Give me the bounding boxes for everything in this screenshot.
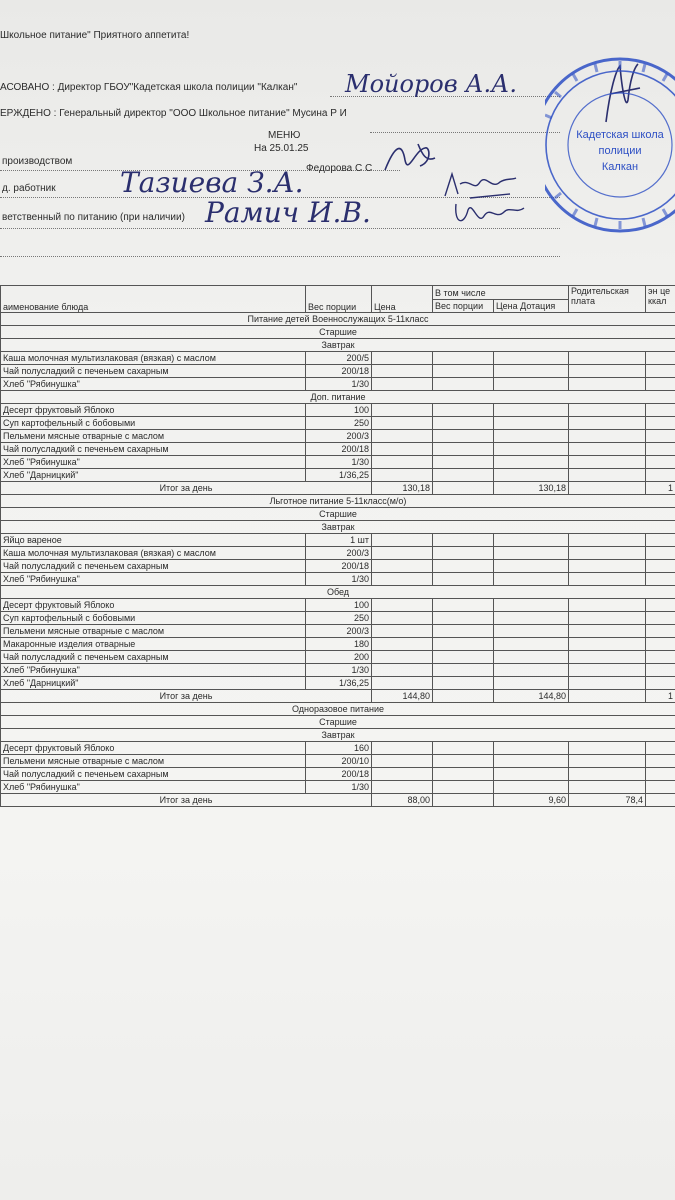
parent-fee-cell: [569, 352, 646, 365]
price-cell: [372, 664, 433, 677]
table-row: [1, 430, 675, 443]
price-cell: [372, 768, 433, 781]
section-heading: Завтрак: [1, 729, 675, 742]
separator-dotted-line: [0, 256, 560, 257]
table-row: [1, 755, 675, 768]
dish-name: Хлеб "Дарницкий": [1, 677, 306, 690]
confirmed-dotted-line: [370, 132, 560, 133]
table-header-row-1: [1, 286, 675, 300]
incl-weight-cell: [433, 456, 494, 469]
dish-name: Хлеб "Рябинушка": [1, 573, 306, 586]
incl-weight-cell: [433, 365, 494, 378]
official-stamp: [545, 40, 675, 250]
incl-price-cell: [494, 365, 569, 378]
table-row: [1, 742, 675, 755]
table-row: [1, 677, 675, 690]
price-cell: [372, 365, 433, 378]
dish-name: Макаронные изделия отварные: [1, 638, 306, 651]
total-label: Итог за день: [1, 482, 372, 495]
section-heading: Старшие: [1, 508, 675, 521]
price-cell: [372, 599, 433, 612]
incl-price-cell: [494, 625, 569, 638]
price-cell: [372, 742, 433, 755]
incl-price-cell: [494, 352, 569, 365]
portion-weight: 1 шт: [306, 534, 372, 547]
price-cell: [372, 573, 433, 586]
portion-weight: 250: [306, 417, 372, 430]
parent-fee-cell: [569, 456, 646, 469]
table-row: [1, 560, 675, 573]
price-cell: [372, 625, 433, 638]
incl-weight-cell: [433, 378, 494, 391]
total-label: Итог за день: [1, 690, 372, 703]
header-title: Школьное питание" Приятного аппетита!: [0, 30, 190, 41]
header-price: Цена: [372, 286, 433, 313]
dish-name: Каша молочная мультизлаковая (вязкая) с маслом: [1, 547, 306, 560]
total-parent-fee: [569, 690, 646, 703]
header-energy: эн це ккал: [646, 286, 675, 313]
incl-weight-cell: [433, 352, 494, 365]
section-heading: Одноразовое питание: [1, 703, 675, 716]
total-parent-fee: 78,4: [569, 794, 646, 807]
energy-cell: [646, 742, 675, 755]
price-cell: [372, 781, 433, 794]
energy-cell: [646, 365, 675, 378]
energy-cell: [646, 443, 675, 456]
parent-fee-cell: [569, 443, 646, 456]
dish-name: Чай полусладкий с печеньем сахарным: [1, 651, 306, 664]
header-including: В том числе: [433, 286, 569, 300]
responsible-signature-scribble: [450, 196, 530, 231]
incl-price-cell: [494, 638, 569, 651]
total-price: 130,18: [372, 482, 433, 495]
incl-weight-cell: [433, 534, 494, 547]
price-cell: [372, 404, 433, 417]
section-row: [1, 326, 675, 339]
parent-fee-cell: [569, 781, 646, 794]
dish-name: Хлеб "Рябинушка": [1, 378, 306, 391]
total-incl-weight: [433, 690, 494, 703]
section-row: [1, 508, 675, 521]
parent-fee-cell: [569, 742, 646, 755]
price-cell: [372, 417, 433, 430]
table-row: [1, 534, 675, 547]
portion-weight: 200/18: [306, 768, 372, 781]
production-name: Федорова С С: [306, 163, 373, 174]
incl-price-cell: [494, 456, 569, 469]
total-incl-weight: [433, 794, 494, 807]
price-cell: [372, 378, 433, 391]
table-row: [1, 768, 675, 781]
energy-cell: [646, 599, 675, 612]
energy-cell: [646, 430, 675, 443]
incl-weight-cell: [433, 599, 494, 612]
table-row: [1, 651, 675, 664]
incl-weight-cell: [433, 469, 494, 482]
section-row: [1, 703, 675, 716]
menu-date: На 25.01.25: [254, 143, 309, 154]
parent-fee-cell: [569, 430, 646, 443]
portion-weight: 200/3: [306, 625, 372, 638]
parent-fee-cell: [569, 677, 646, 690]
stamp-line-3: Калкан: [601, 161, 639, 173]
portion-weight: 1/30: [306, 456, 372, 469]
portion-weight: 200/18: [306, 560, 372, 573]
parent-fee-cell: [569, 560, 646, 573]
energy-cell: [646, 651, 675, 664]
incl-weight-cell: [433, 612, 494, 625]
dish-name: Десерт фруктовый Яблоко: [1, 742, 306, 755]
energy-cell: [646, 404, 675, 417]
dish-name: Десерт фруктовый Яблоко: [1, 404, 306, 417]
section-heading: Обед: [1, 586, 675, 599]
table-row: [1, 547, 675, 560]
dish-name: Десерт фруктовый Яблоко: [1, 599, 306, 612]
parent-fee-cell: [569, 755, 646, 768]
table-row: [1, 365, 675, 378]
approved-line: АСОВАНО : Директор ГБОУ"Кадетская школа полиции "Калкан": [0, 82, 298, 93]
section-heading: Старшие: [1, 716, 675, 729]
parent-fee-cell: [569, 378, 646, 391]
incl-price-cell: [494, 599, 569, 612]
section-heading: Доп. питание: [1, 391, 675, 404]
parent-fee-cell: [569, 469, 646, 482]
menu-title: МЕНЮ: [268, 130, 301, 141]
header-portion-weight: Вес порции: [306, 286, 372, 313]
total-energy: 1: [646, 690, 675, 703]
table-row: [1, 352, 675, 365]
total-price: 88,00: [372, 794, 433, 807]
incl-price-cell: [494, 547, 569, 560]
price-cell: [372, 638, 433, 651]
table-body: [1, 313, 675, 807]
incl-weight-cell: [433, 742, 494, 755]
section-row: [1, 521, 675, 534]
incl-price-cell: [494, 534, 569, 547]
table-row: [1, 638, 675, 651]
incl-price-cell: [494, 404, 569, 417]
incl-price-cell: [494, 417, 569, 430]
portion-weight: 250: [306, 612, 372, 625]
parent-fee-cell: [569, 625, 646, 638]
price-cell: [372, 677, 433, 690]
table-row: [1, 469, 675, 482]
section-row: [1, 729, 675, 742]
price-cell: [372, 469, 433, 482]
table-row: [1, 404, 675, 417]
parent-fee-cell: [569, 365, 646, 378]
portion-weight: 200/3: [306, 430, 372, 443]
section-row: [1, 586, 675, 599]
dish-name: Хлеб "Дарницкий": [1, 469, 306, 482]
table-row: [1, 573, 675, 586]
incl-weight-cell: [433, 547, 494, 560]
portion-weight: 1/30: [306, 664, 372, 677]
energy-cell: [646, 352, 675, 365]
energy-cell: [646, 547, 675, 560]
dish-name: Чай полусладкий с печеньем сахарным: [1, 443, 306, 456]
incl-price-cell: [494, 573, 569, 586]
price-cell: [372, 430, 433, 443]
portion-weight: 180: [306, 638, 372, 651]
total-row: [1, 690, 675, 703]
section-heading: Завтрак: [1, 521, 675, 534]
incl-weight-cell: [433, 781, 494, 794]
incl-weight-cell: [433, 404, 494, 417]
energy-cell: [646, 625, 675, 638]
total-label: Итог за день: [1, 794, 372, 807]
dish-name: Пельмени мясные отварные с маслом: [1, 755, 306, 768]
portion-weight: 1/30: [306, 378, 372, 391]
incl-weight-cell: [433, 560, 494, 573]
table-row: [1, 417, 675, 430]
table-row: [1, 664, 675, 677]
energy-cell: [646, 534, 675, 547]
energy-cell: [646, 664, 675, 677]
incl-price-cell: [494, 664, 569, 677]
portion-weight: 200/18: [306, 443, 372, 456]
dish-name: Пельмени мясные отварные с маслом: [1, 625, 306, 638]
section-heading: Льготное питание 5-11класс(м/о): [1, 495, 675, 508]
portion-weight: 160: [306, 742, 372, 755]
incl-weight-cell: [433, 664, 494, 677]
header-parent-fee: Родительская плата: [569, 286, 646, 313]
incl-weight-cell: [433, 651, 494, 664]
table-row: [1, 625, 675, 638]
section-heading: Старшие: [1, 326, 675, 339]
production-signature-scribble: [380, 140, 440, 180]
worker-signature: Тазиева З.А.: [120, 166, 304, 199]
parent-fee-cell: [569, 664, 646, 677]
section-row: [1, 339, 675, 352]
dish-name: Суп картофельный с бобовыми: [1, 612, 306, 625]
portion-weight: 200/18: [306, 365, 372, 378]
section-heading: Завтрак: [1, 339, 675, 352]
incl-price-cell: [494, 742, 569, 755]
incl-weight-cell: [433, 443, 494, 456]
parent-fee-cell: [569, 599, 646, 612]
portion-weight: 1/36,25: [306, 677, 372, 690]
portion-weight: 100: [306, 404, 372, 417]
dish-name: Чай полусладкий с печеньем сахарным: [1, 768, 306, 781]
table-row: [1, 599, 675, 612]
price-cell: [372, 534, 433, 547]
section-row: [1, 391, 675, 404]
incl-price-cell: [494, 378, 569, 391]
incl-weight-cell: [433, 677, 494, 690]
dish-name: Яйцо вареное: [1, 534, 306, 547]
parent-fee-cell: [569, 547, 646, 560]
section-row: [1, 313, 675, 326]
approved-signature: Мойоров А.А.: [345, 70, 517, 98]
total-row: [1, 482, 675, 495]
price-cell: [372, 651, 433, 664]
total-incl-weight: [433, 482, 494, 495]
incl-weight-cell: [433, 573, 494, 586]
table-row: [1, 781, 675, 794]
incl-weight-cell: [433, 417, 494, 430]
dish-name: Пельмени мясные отварные с маслом: [1, 430, 306, 443]
parent-fee-cell: [569, 573, 646, 586]
dish-name: Каша молочная мультизлаковая (вязкая) с маслом: [1, 352, 306, 365]
incl-weight-cell: [433, 768, 494, 781]
dish-name: Хлеб "Рябинушка": [1, 664, 306, 677]
incl-price-cell: [494, 430, 569, 443]
portion-weight: 1/30: [306, 573, 372, 586]
price-cell: [372, 352, 433, 365]
portion-weight: 1/36,25: [306, 469, 372, 482]
incl-price-cell: [494, 560, 569, 573]
total-dotation: 144,80: [494, 690, 569, 703]
portion-weight: 1/30: [306, 781, 372, 794]
portion-weight: 200/10: [306, 755, 372, 768]
incl-price-cell: [494, 755, 569, 768]
energy-cell: [646, 469, 675, 482]
parent-fee-cell: [569, 651, 646, 664]
stamp-line-1: Кадетская школа: [576, 129, 664, 141]
price-cell: [372, 560, 433, 573]
total-dotation: 9,60: [494, 794, 569, 807]
confirmed-line: ЕРЖДЕНО : Генеральный директор "ООО Школьное питание" Мусина Р И: [0, 108, 347, 119]
dish-name: Чай полусладкий с печеньем сахарным: [1, 560, 306, 573]
incl-price-cell: [494, 677, 569, 690]
price-cell: [372, 612, 433, 625]
portion-weight: 200/3: [306, 547, 372, 560]
header-dish-name: аименование блюда: [1, 286, 306, 313]
incl-weight-cell: [433, 638, 494, 651]
energy-cell: [646, 612, 675, 625]
table-row: [1, 456, 675, 469]
menu-table: [0, 285, 675, 807]
table-row: [1, 378, 675, 391]
energy-cell: [646, 573, 675, 586]
incl-price-cell: [494, 443, 569, 456]
portion-weight: 100: [306, 599, 372, 612]
dish-name: Хлеб "Рябинушка": [1, 456, 306, 469]
parent-fee-cell: [569, 638, 646, 651]
price-cell: [372, 456, 433, 469]
total-parent-fee: [569, 482, 646, 495]
incl-price-cell: [494, 651, 569, 664]
table-row: [1, 612, 675, 625]
energy-cell: [646, 560, 675, 573]
dish-name: Хлеб "Рябинушка": [1, 781, 306, 794]
parent-fee-cell: [569, 417, 646, 430]
portion-weight: 200/5: [306, 352, 372, 365]
section-row: [1, 716, 675, 729]
production-label: производством: [2, 156, 73, 167]
total-price: 144,80: [372, 690, 433, 703]
incl-price-cell: [494, 612, 569, 625]
parent-fee-cell: [569, 612, 646, 625]
worker-label: д. работник: [2, 183, 56, 194]
energy-cell: [646, 677, 675, 690]
dish-name: Чай полусладкий с печеньем сахарным: [1, 365, 306, 378]
energy-cell: [646, 417, 675, 430]
dish-name: Суп картофельный с бобовыми: [1, 417, 306, 430]
energy-cell: [646, 378, 675, 391]
header-incl-price: Цена Дотация: [494, 300, 569, 313]
total-row: [1, 794, 675, 807]
incl-price-cell: [494, 768, 569, 781]
section-heading: Питание детей Военнослужащих 5-11класс: [1, 313, 675, 326]
incl-price-cell: [494, 469, 569, 482]
stamp-line-2: полиции: [598, 145, 642, 157]
portion-weight: 200: [306, 651, 372, 664]
total-energy: [646, 794, 675, 807]
energy-cell: [646, 755, 675, 768]
parent-fee-cell: [569, 534, 646, 547]
total-dotation: 130,18: [494, 482, 569, 495]
energy-cell: [646, 456, 675, 469]
price-cell: [372, 443, 433, 456]
price-cell: [372, 547, 433, 560]
incl-weight-cell: [433, 430, 494, 443]
total-energy: 1: [646, 482, 675, 495]
responsible-label: ветственный по питанию (при наличии): [2, 212, 185, 223]
parent-fee-cell: [569, 768, 646, 781]
energy-cell: [646, 781, 675, 794]
incl-weight-cell: [433, 755, 494, 768]
section-row: [1, 495, 675, 508]
responsible-signature: Рамич И.В.: [205, 196, 371, 229]
energy-cell: [646, 768, 675, 781]
incl-weight-cell: [433, 625, 494, 638]
price-cell: [372, 755, 433, 768]
parent-fee-cell: [569, 404, 646, 417]
header-incl-weight: Вес порции: [433, 300, 494, 313]
incl-price-cell: [494, 781, 569, 794]
energy-cell: [646, 638, 675, 651]
table-row: [1, 443, 675, 456]
